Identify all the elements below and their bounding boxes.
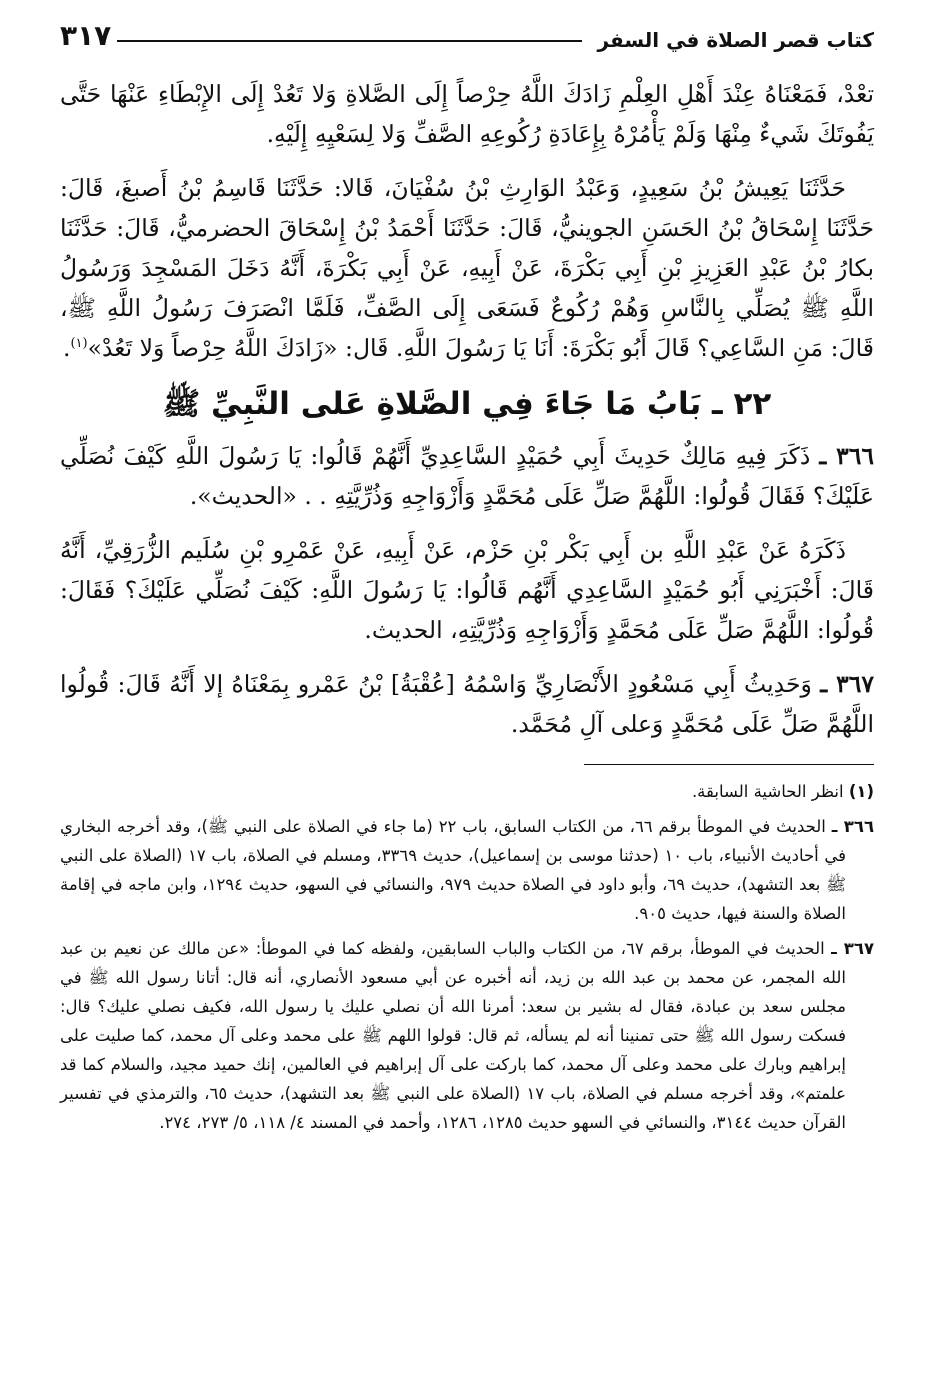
header-rule — [117, 40, 581, 42]
footnote-text: انظر الحاشية السابقة. — [691, 782, 844, 801]
footnote-367 — [60, 934, 874, 1137]
hadith-number: ٣٦٧ ـ — [820, 670, 874, 698]
book-page — [60, 14, 874, 1143]
chapter-title: ٢٢ ـ بَابُ مَا جَاءَ فِي الصَّلاةِ عَلى النَّبِيِّ ﷺ — [162, 386, 772, 422]
hadith-text: ذَكَرَ فِيهِ مَالِكٌ حَدِيثَ أَبِي حُمَيْدٍ السَّاعِدِيِّ أَنَّهُمْ قَالُوا: يَا رَسُولَ اللَّهِ كَيْفَ نُصَلِّي عَلَيْكَ؟ فَقَالَ قُولُوا: اللَّهُمَّ صَلِّ عَلَى مُحَمَّدٍ وَأَزْوَاجِهِ وَذُرِّيَّتِهِ . . «الحديث». — [60, 442, 874, 510]
footnote-text: الحديث في الموطأ، برقم ٦٧، من الكتاب والباب السابقين، ولفظه كما في الموطأ: «عن مالك عن نعيم بن عبد الله المجمر، عن محمد بن عبد الله بن زيد، أنه أخبره عن أبي مسعود الأنصاري، أنه قال: أتانا رسول الله ﷺ في مجلس سعد بن عبادة، فقال له بشير بن سعد: أمرنا الله أن نصلي عليك يا رسول الله، فكيف نصلي عليك؟ قال: فسكت رسول الله ﷺ حتى تمنينا أنه لم يسأله، ثم قال: قولوا اللهم ﷺ على محمد وعلى آل محمد، كما صليت على إبراهيم وبارك على محمد وعلى آل محمد، كما باركت على آل إبراهيم في العالمين، إنك حميد مجيد، والسلام كما قد علمتم»، وقد أخرجه مسلم في الصلاة، باب ١٧ (الصلاة على النبي ﷺ بعد التشهد)، حديث ٦٥، والترمذي في تفسير القرآن حديث ٣١٤٤، والنسائي في السهو حديث ١٢٨٥، ١٢٨٦، وأحمد في المسند ٤/ ١١٨، ٥/ ٢٧٣، ٢٧٤. — [60, 939, 846, 1132]
main-text — [60, 74, 874, 744]
hadith-text: وَحَدِيثُ أَبِي مَسْعُودٍ الأَنْصَارِيِّ وَاسْمُهُ [عُقْبَةُ] بْنُ عَمْرو بِمَعْنَاهُ إلا أَنَّهُ قَالَ: قُولُوا اللَّهُمَّ صَلِّ عَلَى مُحَمَّدٍ وَعلى آلِ مُحَمَّد. — [60, 670, 874, 738]
paragraph-isnad: حَدَّثَنَا يَعِيشُ بْنُ سَعِيدٍ، وَعَبْدُ الوَارِثِ بْنُ سُفْيَانَ، قَالا: حَدَّثَنَا قَاسِمُ بْنُ أَصبغَ، قَالَ: حَدَّثَنَا إِسْحَاقُ بْنُ الحَسَنِ الجوينيُّ، قَالَ: حَدَّثَنَا أَحْمَدُ بْنُ إِسْحَاقَ الحضرميُّ، قَالَ: حَدَّثَنَا بكارُ بْنُ عَبْدِ العَزِيزِ بْنِ أَبِي بَكْرَةَ، عَنْ أَبِيهِ، عَنْ أَبِي بَكْرَةَ، أَنَّهُ دَخَلَ المَسْجِدَ وَرَسُولُ اللَّهِ ﷺ يُصَلِّي بِالنَّاسِ وَهُمْ رُكُوعٌ فَسَعَى إِلَى الصَّفِّ، فَلَمَّا انْصَرَفَ رَسُولُ اللَّهِ ﷺ، قَالَ: مَنِ السَّاعِي؟ قَالَ أَبُو بَكْرَةَ: أَنَا يَا رَسُولَ اللَّهِ. قَال: «زَادَكَ اللَّهُ حِرْصاً وَلا تَعُدْ»$^{(١)}$. — [60, 174, 874, 362]
footnote-ref: (١) — [70, 336, 88, 352]
footnote-number: ٣٦٧ ـ — [831, 939, 875, 958]
footnote-divider — [584, 764, 874, 765]
hadith-number: ٣٦٦ ـ — [819, 442, 874, 470]
hadith-367 — [60, 664, 874, 744]
page-number: ٣١٧ — [60, 19, 112, 52]
footnotes — [60, 777, 874, 1137]
footnote-1 — [60, 777, 874, 806]
isnad-text: حَدَّثَنَا يَعِيشُ بْنُ سَعِيدٍ، وَعَبْدُ الوَارِثِ بْنُ سُفْيَانَ، قَالا: حَدَّثَنَا قَاسِمُ بْنُ أَصبغَ، قَالَ: حَدَّثَنَا إِسْحَاقُ بْنُ الحَسَنِ الجوينيُّ، قَالَ: حَدَّثَنَا أَحْمَدُ بْنُ إِسْحَاقَ الحضرميُّ، قَالَ: حَدَّثَنَا بكارُ بْنُ عَبْدِ العَزِيزِ بْنِ أَبِي بَكْرَةَ، عَنْ أَبِيهِ، عَنْ أَبِي بَكْرَةَ، أَنَّهُ دَخَلَ المَسْجِدَ وَرَسُولُ اللَّهِ ﷺ يُصَلِّي بِالنَّاسِ وَهُمْ رُكُوعٌ فَسَعَى إِلَى الصَّفِّ، فَلَمَّا انْصَرَفَ رَسُولُ اللَّهِ ﷺ، قَالَ: مَنِ السَّاعِي؟ قَالَ أَبُو بَكْرَةَ: أَنَا يَا رَسُولَ اللَّهِ. قَال: «زَادَكَ اللَّهُ حِرْصاً وَلا تَعُدْ» — [60, 174, 874, 362]
hadith-366 — [60, 436, 874, 516]
footnote-number: ٣٦٦ ـ — [831, 817, 875, 836]
footnote-366 — [60, 812, 874, 928]
footnote-text: الحديث في الموطأ برقم ٦٦، من الكتاب السابق، باب ٢٢ (ما جاء في الصلاة على النبي ﷺ)، وقد أخرجه البخاري في أحاديث الأنبياء، باب ١٠ (حدثنا موسى بن إسماعيل)، حديث ٣٣٦٩، ومسلم في الصلاة، باب ١٧ (الصلاة على النبي ﷺ بعد التشهد)، حديث ٦٩، وأبو داود في الصلاة حديث ٩٧٩، والنسائي في السهو، حديث ١٢٩٤، وابن ماجه في إقامة الصلاة والسنة فيها، حديث ٩٠٥. — [60, 817, 847, 923]
page-header — [60, 14, 874, 52]
paragraph-continuation: تعْدْ، فَمَعْنَاهُ عِنْدَ أَهْلِ العِلْمِ زَادَكَ اللَّهُ حِرْصاً إِلَى الصَّلاةِ وَلا تَعُدْ إِلَى الإِبْطَاءِ عَنْهَا حَتَّى يَفُوتَكَ شَيءٌ مِنْهَا وَلَمْ يَأْمُرْهُ بِإِعَادَةِ رُكُوعِهِ الصَّفِّ وَلا لِسَعْيِهِ إِلَيْهِ. — [60, 80, 874, 148]
running-title: كتاب قصر الصلاة في السفر — [597, 28, 874, 52]
paragraph-commentary: ذَكَرَهُ عَنْ عَبْدِ اللَّهِ بن أَبِي بَكْر بْنِ حَزْم، عَنْ أَبِيهِ، عَنْ عَمْرِو بْنِ سُلَيم الزُّرَقِيِّ، أَنَّهُ قَالَ: أَخْبَرَنِي أَبُو حُمَيْدٍ السَّاعِدِي أَنَّهُم قَالُوا: يَا رَسُولَ اللَّهِ: كَيْفَ نُصَلِّي عَلَيْكَ؟ فَقَالَ: قُولُوا: اللَّهُمَّ صَلِّ عَلَى مُحَمَّدٍ وَأَزْوَاجِهِ وَذُرِّيَّتِهِ، الحديث. — [60, 536, 874, 644]
footnote-number: (١) — [848, 782, 874, 801]
